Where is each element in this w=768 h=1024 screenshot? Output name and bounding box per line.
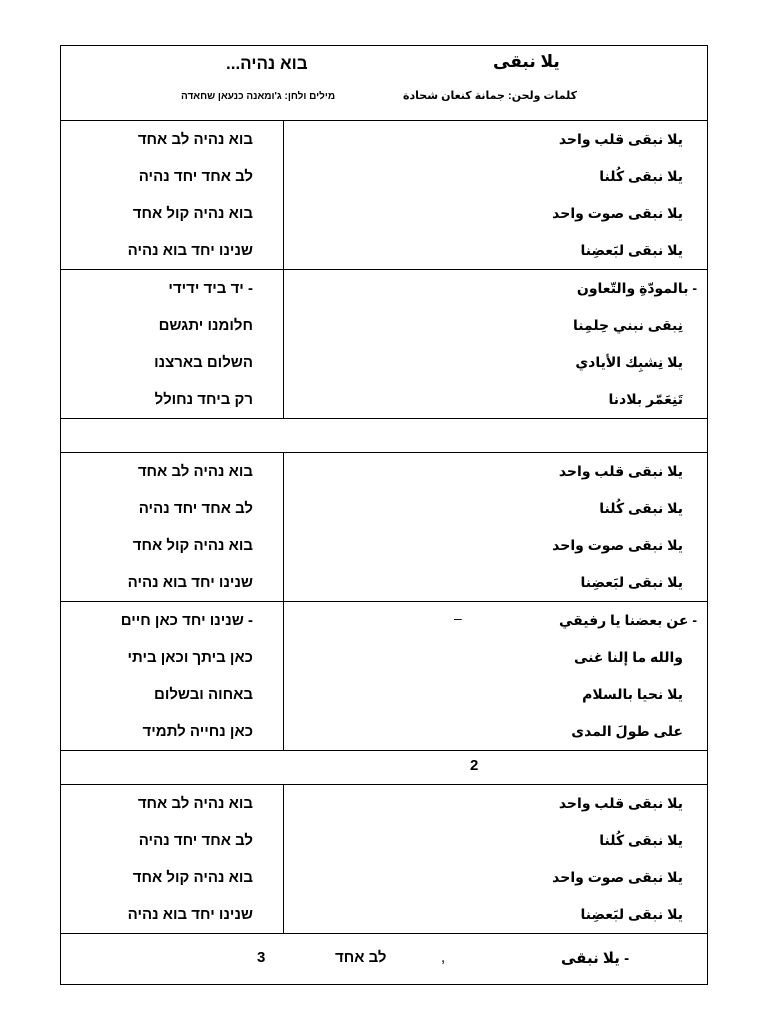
- lyric-line: - بالمودّةِ والتّعاون: [576, 280, 697, 296]
- lyric-line: בוא נהיה קול אחד: [132, 537, 253, 554]
- footer-count: 3: [257, 949, 266, 966]
- verse-1-hebrew: [61, 270, 284, 418]
- chorus-3: [61, 785, 707, 934]
- lyric-line: يلا نبقى لبَعضِنا: [580, 242, 683, 258]
- lyrics-table: [60, 45, 708, 985]
- lyric-line: באחוה ובשלום: [154, 686, 253, 703]
- lyric-line: يلا نبقى قلب واحد: [558, 795, 683, 811]
- verse-2-arabic: [284, 602, 707, 750]
- chorus-3-arabic: [284, 785, 707, 933]
- lyric-line: לב אחד יחד נהיה: [138, 168, 253, 185]
- verse-2-dash: –: [454, 610, 462, 626]
- lyric-line: يلا نبقى كُلنا: [599, 168, 683, 184]
- verse-1: [61, 270, 707, 419]
- lyric-line: כאן נחייה לתמיד: [142, 723, 253, 740]
- chorus-3-hebrew: [61, 785, 284, 933]
- repeat-row: [61, 751, 707, 785]
- lyric-line: - عن بعضنا يا رفيقي: [558, 612, 697, 628]
- lyric-line: כאן ביתך וכאן ביתי: [127, 649, 253, 666]
- repeat-marker: 2: [470, 757, 479, 774]
- lyric-line: בוא נהיה לב אחד: [137, 463, 253, 480]
- footer-row: [61, 934, 707, 984]
- lyric-line: - שנינו יחד כאן חיים: [120, 612, 253, 629]
- credits-hebrew: מילים ולחן: ג'ומאנה כנעאן שחאדה: [181, 91, 336, 102]
- lyric-line: على طولَ المدى: [571, 723, 683, 739]
- lyric-line: نِبقى نبني حِلمِنا: [572, 317, 683, 333]
- lyric-line: يلا نِشبِك الأيادي: [575, 354, 683, 370]
- chorus-1: [61, 121, 707, 270]
- lyric-line: يلا نبقى لبَعضِنا: [580, 574, 683, 590]
- lyric-line: רק ביחד נחולל: [154, 391, 253, 408]
- lyric-line: يلا نبقى صوت واحد: [552, 205, 683, 221]
- lyric-line: يلا نبقى صوت واحد: [552, 537, 683, 553]
- lyric-line: בוא נהיה קול אחד: [132, 869, 253, 886]
- footer-comma: ,: [441, 949, 446, 966]
- lyric-line: בוא נהיה לב אחד: [137, 795, 253, 812]
- lyric-line: يلا نبقى قلب واحد: [558, 131, 683, 147]
- lyric-line: לב אחד יחד נהיה: [138, 500, 253, 517]
- spacer-row: [61, 419, 707, 453]
- chorus-2: [61, 453, 707, 602]
- title-arabic: يلا نبقى: [493, 52, 560, 71]
- lyric-line: والله ما إلنا غنى: [573, 649, 683, 665]
- lyric-line: שנינו יחד בוא נהיה: [127, 242, 253, 259]
- lyric-line: يلا نحيا بالسلام: [582, 686, 683, 702]
- lyric-line: يلا نبقى كُلنا: [599, 832, 683, 848]
- verse-2-hebrew: [61, 602, 284, 750]
- lyric-line: تَنِعَمّر بلادنا: [608, 391, 683, 407]
- verse-2: [61, 602, 707, 751]
- chorus-2-arabic: [284, 453, 707, 601]
- lyric-line: שנינו יחד בוא נהיה: [127, 906, 253, 923]
- verse-1-arabic: [284, 270, 707, 418]
- lyric-line: השלום בארצנו: [154, 354, 253, 371]
- chorus-1-hebrew: [61, 121, 284, 269]
- chorus-2-hebrew: [61, 453, 284, 601]
- footer-hebrew: לב אחד: [335, 949, 387, 966]
- title-row: [61, 46, 707, 121]
- lyric-line: يلا نبقى قلب واحد: [558, 463, 683, 479]
- lyric-line: שנינו יחד בוא נהיה: [127, 574, 253, 591]
- chorus-1-arabic: [284, 121, 707, 269]
- footer-arabic: - يلا نبقى: [561, 950, 630, 967]
- lyric-line: בוא נהיה לב אחד: [137, 131, 253, 148]
- title-hebrew: בוא נהיה...: [226, 54, 308, 73]
- lyric-line: חלומנו יתגשם: [158, 317, 253, 334]
- lyric-line: - יד ביד ידידי: [168, 280, 253, 297]
- lyric-line: يلا نبقى صوت واحد: [552, 869, 683, 885]
- lyric-line: يلا نبقى كُلنا: [599, 500, 683, 516]
- lyric-line: בוא נהיה קול אחד: [132, 205, 253, 222]
- credits-arabic: كلمات ولحن: جمانة كنعان شحادة: [403, 90, 577, 102]
- lyric-line: לב אחד יחד נהיה: [138, 832, 253, 849]
- lyric-line: يلا نبقى لبَعضِنا: [580, 906, 683, 922]
